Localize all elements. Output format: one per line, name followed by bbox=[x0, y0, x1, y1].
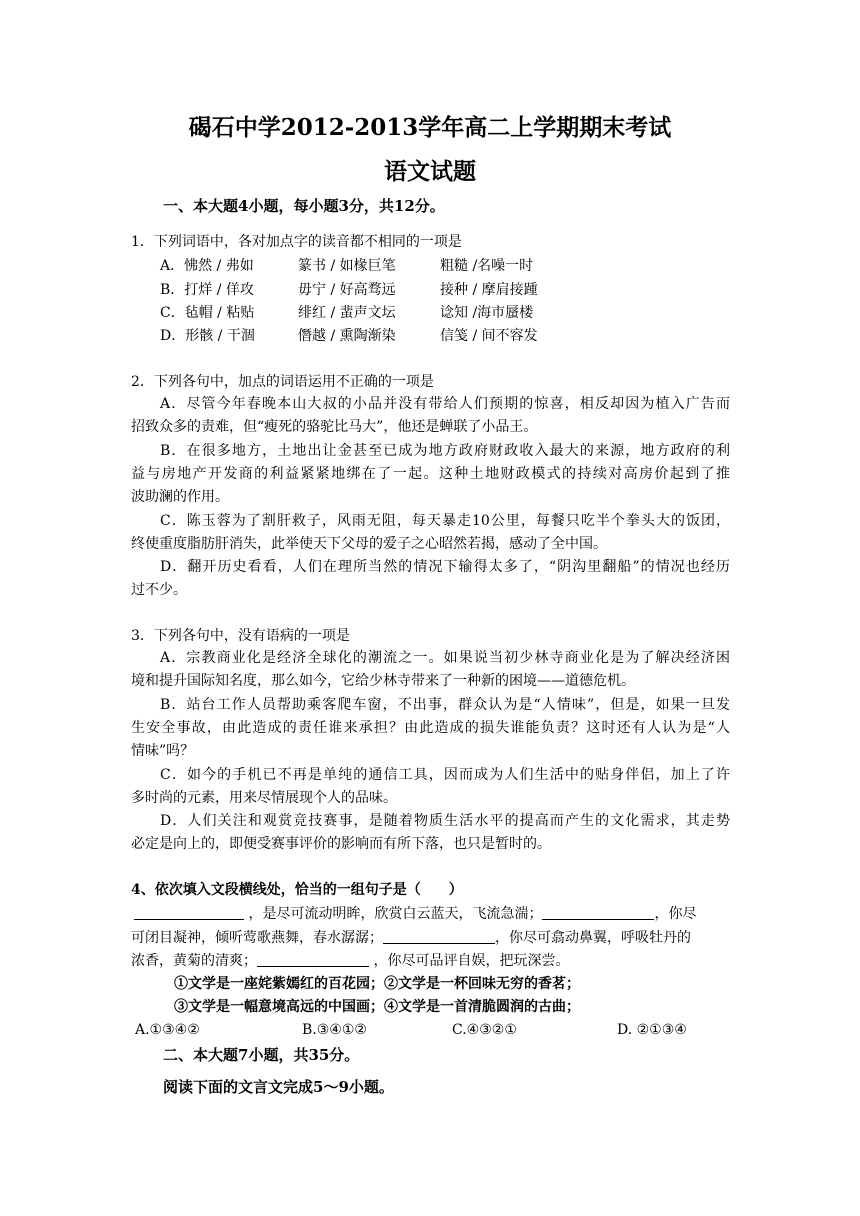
q2-stem: 2．下列各句中，加点的词语运用不正确的一项是 bbox=[131, 374, 434, 390]
q3-option-c-line2: 多时尚的元素，用来尽情展现个人的品味。 bbox=[131, 790, 397, 806]
q3-option-b-line1: B．站台工作人员帮助乘客爬车窗，不出事，群众认为是“人情味”，但是，如果一旦发 bbox=[160, 697, 730, 713]
q1-stem: 1．下列词语中，各对加点字的读音都不相同的一项是 bbox=[131, 234, 462, 250]
q4-choice-b: B.③④①② bbox=[302, 1022, 367, 1038]
q4-stem: 4、依次填入文段横线处，恰当的一组句子是（ ） bbox=[131, 882, 463, 898]
q1-option-a-col1: A．怫然 / 弗如 bbox=[160, 258, 254, 274]
q1-option-b-col3: 接种 / 摩肩接踵 bbox=[440, 282, 538, 298]
q3-option-d-line2: 必定是向上的，即便受赛事评价的影响而有所下落，也只是暂时的。 bbox=[131, 836, 551, 852]
q3-option-a-line1: A．宗教商业化是经济全球化的潮流之一。如果说当初少林寺商业化是为了解决经济困 bbox=[160, 650, 730, 666]
q1-option-a-col2: 篆书 / 如椽巨笔 bbox=[298, 258, 396, 274]
exam-title: 碣石中学2012-2013学年高二上学期期末考试 bbox=[188, 114, 672, 141]
q1-option-d-col2: 僭越 / 熏陶渐染 bbox=[298, 328, 396, 344]
q4-line2-text: 可闭目凝神，倾听莺歌燕舞，春水潺潺； bbox=[131, 930, 383, 946]
q4-line1-tail: ，你尽 bbox=[654, 906, 697, 922]
q4-line1-text: ，是尽可流动明眸，欣赏白云蓝天，飞流急湍； bbox=[248, 906, 543, 922]
q2-option-d-line1: D．翻开历史看看，人们在理所当然的情况下输得太多了，“阴沟里翻船”的情况也经历 bbox=[160, 559, 730, 575]
q4-blank-2 bbox=[542, 905, 654, 920]
q2-option-d-line2: 过不少。 bbox=[131, 582, 187, 598]
q3-option-b-line2: 生安全事故，由此造成的责任谁来承担？由此造成的损失谁能负责？这时还有人认为是“人 bbox=[131, 720, 730, 736]
q4-line-2 bbox=[131, 928, 691, 948]
q2-option-a-line2: 招致众多的责难，但“瘦死的骆驼比马大”，他还是蝉联了小品王。 bbox=[131, 419, 538, 435]
q4-sentences-2: ③文学是一幅意境高远的中国画；④文学是一首清脆圆润的古曲； bbox=[174, 999, 580, 1015]
q4-line3-text: 浓香，黄菊的清爽； bbox=[131, 953, 257, 969]
q1-option-a-col3: 粗糙 /名噪一时 bbox=[440, 258, 534, 274]
q4-blank-3 bbox=[383, 929, 495, 944]
q1-option-c-col3: 谂知 /海市蜃楼 bbox=[440, 305, 534, 321]
q2-option-c-line1: C．陈玉蓉为了割肝救子，风雨无阻，每天暴走10公里，每餐只吃半个拳头大的饭团， bbox=[160, 513, 730, 529]
q4-choice-d: D. ②①③④ bbox=[617, 1022, 687, 1038]
q4-blank-4 bbox=[257, 952, 369, 967]
q4-line-1 bbox=[134, 904, 696, 924]
q3-option-d-line1: D．人们关注和观赏竞技赛事，是随着物质生活水平的提高而产生的文化需求，其走势 bbox=[160, 813, 730, 829]
exam-subtitle: 语文试题 bbox=[384, 158, 476, 185]
q4-choice-a: A.①③④② bbox=[135, 1022, 200, 1038]
q4-line2-tail: ，你尽可翕动鼻翼，呼吸牡丹的 bbox=[495, 930, 691, 946]
q3-option-c-line1: C．如今的手机已不再是单纯的通信工具，因而成为人们生活中的贴身伴侣，加上了许 bbox=[160, 767, 730, 783]
q4-line-3 bbox=[131, 951, 569, 971]
q2-option-b-line1: B．在很多地方，土地出让金甚至已成为地方政府财政收入最大的来源，地方政府的利 bbox=[160, 443, 730, 459]
q4-choice-c: C.④③②① bbox=[452, 1022, 517, 1038]
section-1-heading: 一、本大题4小题，每小题3分，共12分。 bbox=[163, 197, 445, 215]
q3-stem: 3．下列各句中，没有语病的一项是 bbox=[131, 628, 350, 644]
q1-option-b-col1: B．打烊 / 佯攻 bbox=[160, 282, 254, 298]
q4-sentences-1: ①文学是一座姹紫嫣红的百花园；②文学是一杯回味无穷的香茗； bbox=[174, 976, 580, 992]
q2-option-b-line2: 益与房地产开发商的利益紧紧地绑在了一起。这种土地财政模式的持续对高房价起到了推 bbox=[131, 466, 730, 482]
q3-option-a-line2: 境和提升国际知名度，那么如今，它给少林寺带来了一种新的困境——道德危机。 bbox=[131, 673, 635, 689]
q1-option-d-col3: 信笺 / 间不容发 bbox=[440, 328, 538, 344]
reading-intro: 阅读下面的文言文完成5～9小题。 bbox=[163, 1078, 394, 1096]
q4-blank-1 bbox=[134, 905, 244, 920]
section-2-heading: 二、本大题7小题，共35分。 bbox=[163, 1046, 360, 1064]
q2-option-a-line1: A．尽管今年春晚本山大叔的小品并没有带给人们预期的惊喜，相反却因为植入广告而 bbox=[160, 396, 730, 412]
q1-option-c-col2: 绯红 / 蜚声文坛 bbox=[298, 305, 396, 321]
q1-option-b-col2: 毋宁 / 好高骛远 bbox=[298, 282, 396, 298]
q4-line3-tail: ，你尽可品评自娱，把玩深尝。 bbox=[373, 953, 570, 969]
q3-option-b-line3: 情味”吗？ bbox=[131, 743, 195, 759]
q1-option-c-col1: C．毡帽 / 粘贴 bbox=[160, 305, 255, 321]
q2-option-b-line3: 波助澜的作用。 bbox=[131, 489, 229, 505]
q1-option-d-col1: D．形骸 / 干涸 bbox=[160, 328, 255, 344]
q2-option-c-line2: 终使重度脂肪肝消失，此举使天下父母的爱子之心昭然若揭，感动了全中国。 bbox=[131, 536, 607, 552]
